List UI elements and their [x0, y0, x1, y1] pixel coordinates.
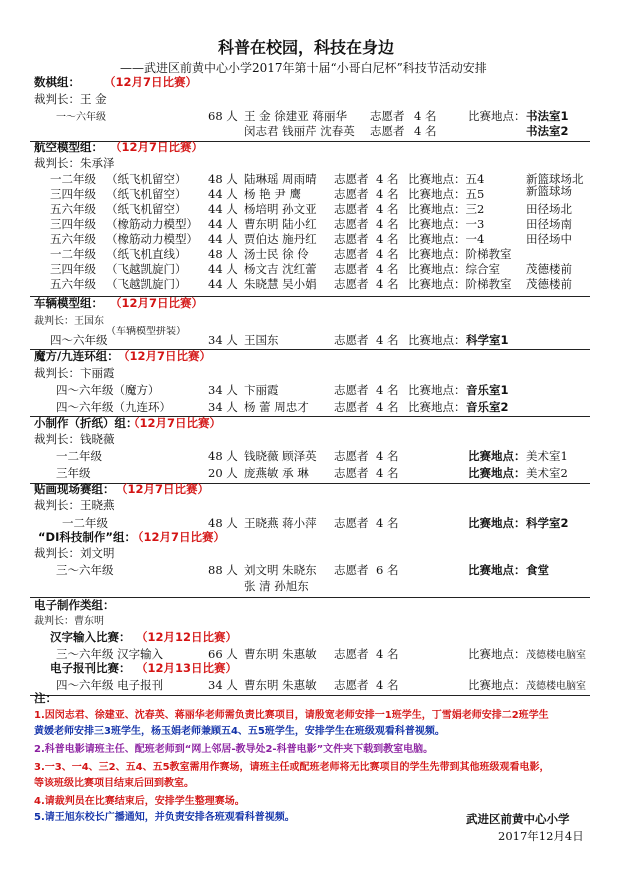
group-shuqi-judge: 裁判长：王 金: [34, 92, 107, 106]
group-mofang-title: 魔方/九连环组：: [34, 349, 119, 363]
group-dianzi-title: 电子制作类组：: [34, 598, 115, 612]
group-cheliang-title: 车辆模型组：: [34, 296, 103, 310]
group-cheliang-judge: 裁判长：王国东: [34, 316, 104, 327]
table-row-venue: 比赛地点：五5: [408, 187, 485, 201]
table-row-venue-label: 比赛地点：: [408, 333, 466, 347]
table-row-venue: 茂德楼电脑室: [526, 650, 586, 661]
table-row-names: 钱晓薇 顾泽英: [244, 449, 317, 463]
table-row-venue: 比赛地点：阶梯教室: [408, 277, 512, 291]
table-row-num: 4 名: [376, 466, 399, 480]
table-row-names: 王国东: [244, 333, 279, 347]
table-row-names: 贾伯达 施丹红: [244, 232, 317, 246]
table-row-num: 4 名: [414, 124, 437, 138]
table-row-count: 34 人: [208, 383, 238, 397]
table-row-site: 田径场南: [526, 217, 572, 231]
table-row-num: 4 名: [376, 400, 399, 414]
table-row-grade: 三年级: [56, 466, 91, 480]
table-row-num: 4 名: [376, 383, 399, 397]
table-row-venue: 食堂: [526, 563, 549, 577]
note-5: 5.请王旭东校长广播通知，并负责安排各班观看科普视频。: [34, 812, 295, 823]
table-row-volunteer: 志愿者: [334, 277, 369, 291]
group-di-date: （12月7日比赛）: [132, 530, 226, 544]
group-shuqi-date: （12月7日比赛）: [104, 75, 198, 89]
table-row-venue: 美术室1: [526, 449, 568, 463]
table-row-names: 闵志君 钱丽芹 沈春英: [244, 124, 355, 138]
table-row-grade: 三～六年级 汉字输入: [56, 647, 164, 661]
note-1-line-2: 黄媛老师安排三3班学生，杨玉娟老师兼顾五4、五5班学生，安排学生在班级观看科普视频。: [34, 726, 445, 737]
group-tiehua-title: 贴画现场赛组：: [34, 482, 115, 496]
table-row-site: 田径场北: [526, 202, 572, 216]
footer-date: 2017年12月4日: [498, 829, 584, 843]
table-row-num: 4 名: [376, 172, 399, 186]
table-row-num: 4 名: [376, 187, 399, 201]
table-row-grade: 三～六年级: [56, 563, 114, 577]
subgroup-baokan-title: 电子报刊比赛：: [50, 661, 131, 675]
notes-heading: 注：: [34, 691, 57, 705]
table-row-num: 4 名: [376, 247, 399, 261]
group-mofang-date: （12月7日比赛）: [118, 349, 212, 363]
group-mofang-judge: 裁判长：卞丽霞: [34, 366, 115, 380]
table-row-venue: 比赛地点：一4: [408, 232, 485, 246]
table-row-count: 44 人: [208, 262, 238, 276]
table-row-count: 48 人: [208, 449, 238, 463]
table-row-count: 68 人: [208, 109, 238, 123]
group-xiaozhizuo-date: （12月7日比赛）: [128, 416, 222, 430]
table-row-grade: 一二年级: [56, 449, 102, 463]
table-row-count: 20 人: [208, 466, 238, 480]
table-row-count: 48 人: [208, 516, 238, 530]
table-row-item: （纸飞机留空）: [106, 172, 187, 186]
table-row-site: 田径场中: [526, 232, 572, 246]
table-row-names: 曹东明 陆小红: [244, 217, 317, 231]
table-row-count: 44 人: [208, 217, 238, 231]
group-xiaozhizuo-title: 小制作（折纸）组：: [34, 416, 138, 430]
page-subtitle: ——武进区前黄中心小学2017年第十届“小哥白尼杯”科技节活动安排: [120, 61, 487, 75]
table-row-num: 6 名: [376, 563, 399, 577]
table-row-grade: 一二年级: [62, 516, 108, 530]
table-row-count: 44 人: [208, 202, 238, 216]
table-row-count: 44 人: [208, 232, 238, 246]
table-row-site: 茂德楼前: [526, 277, 572, 291]
table-row-item: （橡筋动力模型）: [106, 217, 198, 231]
table-row-item: （橡筋动力模型）: [106, 232, 198, 246]
table-row-names: 张 清 孙旭东: [244, 579, 309, 593]
table-row-venue: 比赛地点：综合室: [408, 262, 500, 276]
table-row-item: （车辆模型拼装）: [106, 326, 186, 337]
table-row-venue: 比赛地点：三2: [408, 202, 485, 216]
table-row-venue: 书法室2: [526, 124, 569, 138]
table-row-venue: 茂德楼电脑室: [526, 681, 586, 692]
table-row-count: 66 人: [208, 647, 238, 661]
note-2: 2.科普电影请班主任、配班老师到“网上邻居-教导处2-科普电影”文件夹下载到教室电脑。: [34, 744, 434, 755]
table-row-num: 4 名: [414, 109, 437, 123]
table-row-volunteer: 志愿者: [370, 124, 405, 138]
table-row-grade: 四～六年级 电子报刊: [56, 678, 164, 692]
table-row-item: （纸飞机留空）: [106, 187, 187, 201]
table-row-grade: 五六年级: [50, 232, 96, 246]
table-row-volunteer: 志愿者: [334, 383, 369, 397]
group-tiehua-date: （12月7日比赛）: [116, 482, 210, 496]
table-row-item: （纸飞机留空）: [106, 202, 187, 216]
group-tiehua-judge: 裁判长：王晓燕: [34, 498, 115, 512]
page-title: 科普在校园，科技在身边: [218, 38, 395, 57]
table-row-volunteer: 志愿者: [334, 678, 369, 692]
note-4: 4.请裁判员在比赛结束后，安排学生整理赛场。: [34, 796, 245, 807]
table-row-names: 王晓燕 蒋小萍: [244, 516, 317, 530]
table-row-site: 新篮球场: [526, 184, 572, 198]
table-row-volunteer: 志愿者: [334, 247, 369, 261]
table-row-count: 34 人: [208, 333, 238, 347]
table-row-volunteer: 志愿者: [334, 232, 369, 246]
table-row-count: 44 人: [208, 187, 238, 201]
table-row-names: 杨文吉 沈红蕾: [244, 262, 317, 276]
table-row-volunteer: 志愿者: [334, 400, 369, 414]
table-row-num: 4 名: [376, 333, 399, 347]
table-row-count: 48 人: [208, 172, 238, 186]
table-row-count: 34 人: [208, 400, 238, 414]
table-row-names: 曹东明 朱惠敏: [244, 647, 317, 661]
table-row-volunteer: 志愿者: [334, 449, 369, 463]
table-row-volunteer: 志愿者: [370, 109, 405, 123]
subgroup-hanzi-title: 汉字输入比赛：: [50, 630, 131, 644]
subgroup-hanzi-date: （12月12日比赛）: [136, 630, 238, 644]
table-row-names: 刘文明 朱晓东: [244, 563, 317, 577]
table-row-venue-label: 比赛地点：: [408, 383, 466, 397]
table-row-venue: 美术室2: [526, 466, 568, 480]
table-row-volunteer: 志愿者: [334, 333, 369, 347]
table-row-grade: 三四年级: [50, 187, 96, 201]
table-row-venue: 音乐室1: [466, 383, 509, 397]
table-row-volunteer: 志愿者: [334, 466, 369, 480]
group-hangkong-judge: 裁判长：朱承泽: [34, 156, 115, 170]
note-1-line-1: 1.因闵志君、徐建亚、沈春英、蒋丽华老师需负责比赛项目，请殷宽老师安排一1班学生，丁雪娟老师安排二2班学生: [34, 710, 549, 721]
table-row-venue-label: 比赛地点：: [468, 647, 526, 661]
table-row-count: 34 人: [208, 678, 238, 692]
table-row-venue-label: 比赛地点：: [468, 449, 526, 463]
group-hangkong-title: 航空模型组：: [34, 140, 103, 154]
table-row-venue: 书法室1: [526, 109, 569, 123]
table-row-names: 陆琳瑶 周雨晴: [244, 172, 317, 186]
table-row-venue-label: 比赛地点：: [468, 466, 526, 480]
table-row-grade: 一二年级: [50, 247, 96, 261]
table-row-venue: 比赛地点：五4: [408, 172, 485, 186]
table-row-venue-label: 比赛地点：: [408, 400, 466, 414]
group-hangkong-date: （12月7日比赛）: [110, 140, 204, 154]
group-di-judge: 裁判长：刘文明: [34, 546, 115, 560]
group-dianzi-judge: 裁判长：曹东明: [34, 616, 104, 627]
table-row-num: 4 名: [376, 449, 399, 463]
table-row-grade: 五六年级: [50, 277, 96, 291]
table-row-names: 王 金 徐建亚 蒋丽华: [244, 109, 347, 123]
table-row-volunteer: 志愿者: [334, 187, 369, 201]
table-row-venue: 比赛地点：阶梯教室: [408, 247, 512, 261]
table-row-names: 庞燕敏 承 琳: [244, 466, 309, 480]
table-row-venue: 科学室1: [466, 333, 509, 347]
table-row-num: 4 名: [376, 217, 399, 231]
table-row-names: 杨 艳 尹 鹰: [244, 187, 301, 201]
table-row-venue-label: 比赛地点：: [468, 678, 526, 692]
group-xiaozhizuo-judge: 裁判长：钱晓薇: [34, 432, 115, 446]
table-row-names: 杨 蕾 周忠才: [244, 400, 309, 414]
note-3-line-1: 3.一3、一4、三2、五4、五5教室需用作赛场，请班主任或配班老师将无比赛项目的学生先带到其他班级观看电影，: [34, 762, 550, 773]
note-3-line-2: 等该班级比赛项目结束后回到教室。: [34, 778, 194, 789]
table-row-grade: 四～六年级: [50, 333, 108, 347]
table-row-volunteer: 志愿者: [334, 516, 369, 530]
table-row-site: 新篮球场北: [526, 172, 584, 186]
table-row-num: 4 名: [376, 202, 399, 216]
table-row-num: 4 名: [376, 232, 399, 246]
table-row-venue-label: 比赛地点：: [468, 516, 526, 530]
table-row-item: （纸飞机直线）: [106, 247, 187, 261]
table-row-venue: 科学室2: [526, 516, 569, 530]
table-row-count: 48 人: [208, 247, 238, 261]
table-row-volunteer: 志愿者: [334, 172, 369, 186]
table-row-grade: 三四年级: [50, 217, 96, 231]
table-row-names: 曹东明 朱惠敏: [244, 678, 317, 692]
table-row-names: 朱晓慧 吴小娟: [244, 277, 317, 291]
table-row-grade: 一二年级: [50, 172, 96, 186]
group-cheliang-date: （12月7日比赛）: [110, 296, 204, 310]
table-row-names: 汤士民 徐 伶: [244, 247, 309, 261]
table-row-volunteer: 志愿者: [334, 202, 369, 216]
table-row-grade: 五六年级: [50, 202, 96, 216]
table-row-venue-label: 比赛地点：: [468, 109, 526, 123]
table-row-volunteer: 志愿者: [334, 217, 369, 231]
divider: [30, 695, 590, 696]
table-row-count: 88 人: [208, 563, 238, 577]
table-row-volunteer: 志愿者: [334, 563, 369, 577]
table-row-num: 4 名: [376, 262, 399, 276]
table-row-volunteer: 志愿者: [334, 262, 369, 276]
table-row-site: 茂德楼前: [526, 262, 572, 276]
table-row-num: 4 名: [376, 647, 399, 661]
table-row-grade: 四～六年级（九连环）: [56, 400, 171, 414]
group-di-title: “DI科技制作”组：: [38, 530, 136, 544]
table-row-item: （飞越凯旋门）: [106, 277, 187, 291]
table-row-grade: 一～六年级: [56, 112, 106, 123]
group-shuqi-title: 数棋组：: [34, 75, 80, 89]
table-row-names: 卞丽霞: [244, 383, 279, 397]
table-row-grade: 四～六年级（魔方）: [56, 383, 160, 397]
table-row-count: 44 人: [208, 277, 238, 291]
table-row-num: 4 名: [376, 516, 399, 530]
table-row-item: （飞越凯旋门）: [106, 262, 187, 276]
table-row-names: 杨培明 孙文亚: [244, 202, 317, 216]
table-row-grade: 三四年级: [50, 262, 96, 276]
table-row-num: 4 名: [376, 277, 399, 291]
subgroup-baokan-date: （12月13日比赛）: [136, 661, 238, 675]
table-row-venue: 比赛地点：一3: [408, 217, 485, 231]
table-row-num: 4 名: [376, 678, 399, 692]
table-row-venue: 音乐室2: [466, 400, 509, 414]
table-row-volunteer: 志愿者: [334, 647, 369, 661]
footer-org: 武进区前黄中心小学: [466, 812, 570, 826]
table-row-venue-label: 比赛地点：: [468, 563, 526, 577]
